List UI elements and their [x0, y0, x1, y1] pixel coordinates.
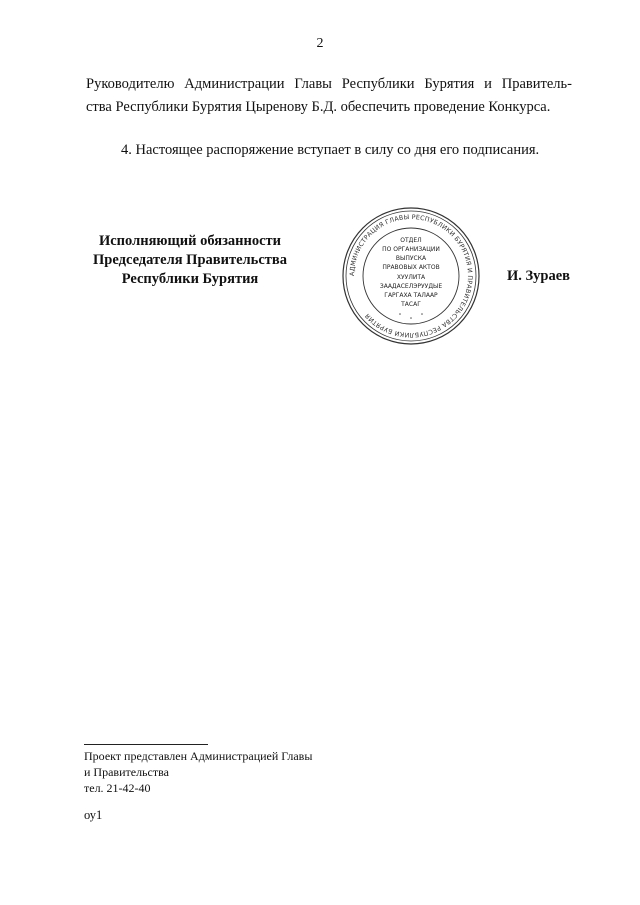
signatory-title-line: Исполняющий обязанности [98, 233, 282, 249]
seal-ring-text: АДМИНИСТРАЦИЯ ГЛАВЫ РЕСПУБЛИКИ БУРЯТИЯ И ПРАВИТЕЛЬСТВА РЕСПУБЛИКИ БУРЯТИЯ [348, 213, 474, 339]
signatory-title [70, 232, 310, 289]
seal-text-line: ЗААДАСЕЛЭРУУДЫЕ [379, 283, 443, 290]
seal-text-line: ТАСАГ [401, 301, 421, 308]
seal-text-line: ПРАВОВЫХ АКТОВ [382, 264, 440, 271]
document-code: оу1 [84, 808, 103, 822]
paragraph-instruction [86, 73, 572, 119]
page-number: 2 [316, 36, 324, 51]
seal-text-line: ГАРГАХА ТАЛААР [384, 292, 438, 299]
paragraph-line: Руководителю Администрации Главы Республики Бурятия и Правитель- [86, 76, 572, 92]
seal-text-line: ОТДЕЛ [400, 237, 422, 244]
signatory-title-line: Председателя Правительства [93, 252, 287, 268]
paragraph-line: ства Республики Бурятия Цыренову Б.Д. обеспечить проведение Конкурса. [86, 99, 551, 115]
signatory-name: И. Зураев [507, 268, 571, 284]
seal-text-line: ВЫПУСКА [395, 255, 427, 262]
footer-phone: тел. 21-42-40 [84, 781, 151, 795]
footer-divider [84, 744, 208, 745]
footer-note [84, 748, 312, 796]
seal-text-line: ПО ОРГАНИЗАЦИИ [382, 246, 440, 253]
seal-text-line: ХУУЛИТА [396, 274, 426, 281]
footer-line: и Правительства [84, 765, 169, 779]
official-seal-stamp [340, 206, 482, 346]
footer-line: Проект представлен Администрацией Главы [84, 749, 313, 763]
paragraph-effective-date: 4. Настоящее распоряжение вступает в силу со дня его подписания. [121, 142, 540, 158]
signatory-title-line: Республики Бурятия [121, 271, 259, 287]
